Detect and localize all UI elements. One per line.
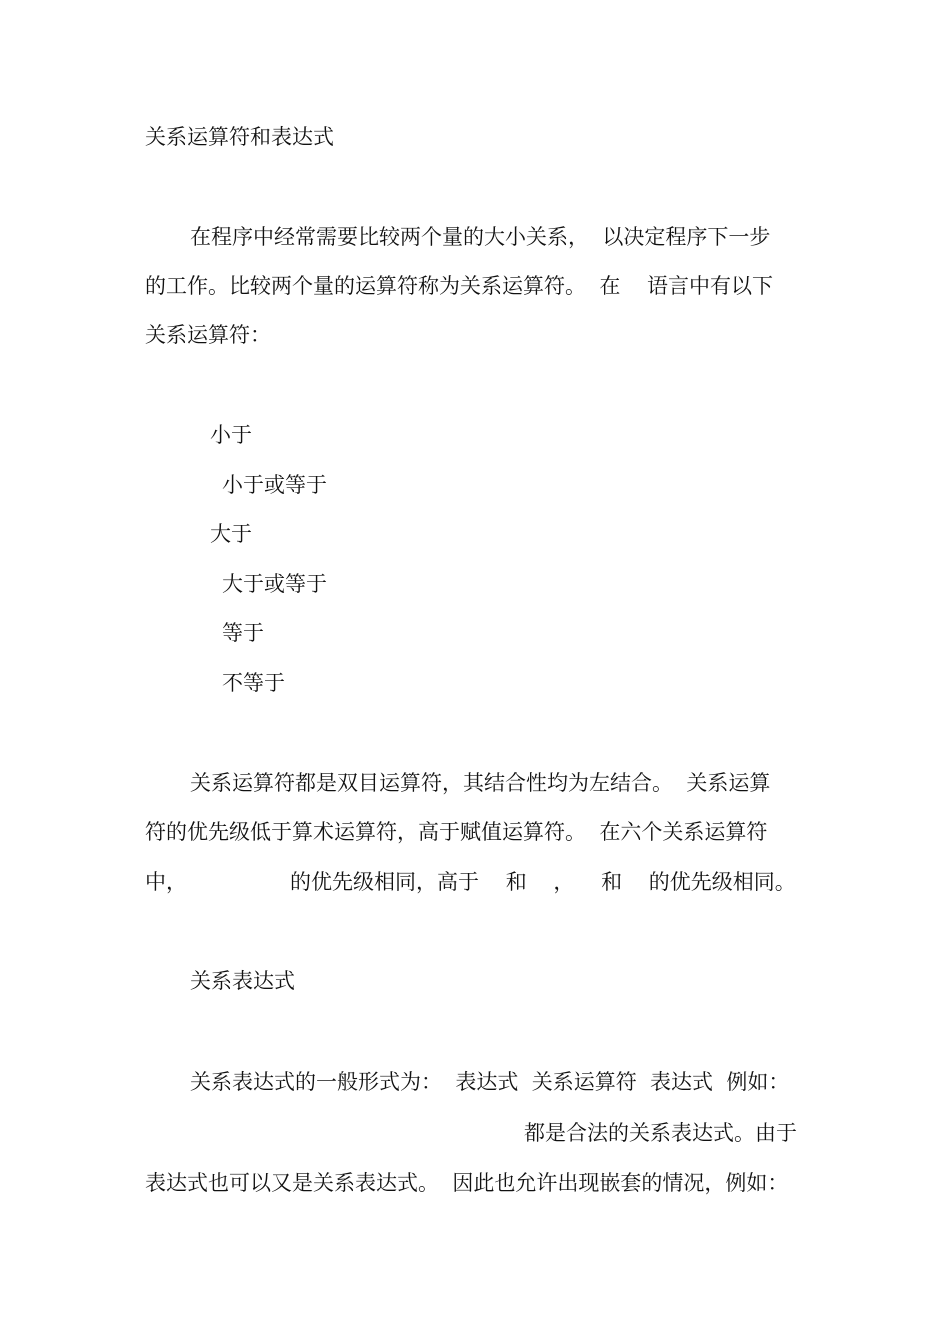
section-subtitle: 关系表达式 [190, 969, 295, 993]
expression-line-1: 关系表达式的一般形式为： 表达式 关系运算符 表达式 例如： [190, 1070, 790, 1094]
intro-line-2: 的工作。比较两个量的运算符称为关系运算符。 在 语言中有以下 [145, 274, 774, 298]
operator-less-equal: 小于或等于 [222, 473, 327, 497]
precedence-line-3-start: 中， [145, 870, 187, 894]
expression-line-2: 都是合法的关系表达式。由于 [524, 1121, 797, 1145]
precedence-line-2: 符的优先级低于算术运算符，高于赋值运算符。 在六个关系运算符 [145, 820, 768, 844]
precedence-line-1: 关系运算符都是双目运算符，其结合性均为左结合。 关系运算 [190, 771, 771, 795]
expression-line-3: 表达式也可以又是关系表达式。 因此也允许出现嵌套的情况，例如： [145, 1171, 789, 1195]
operator-not-equal: 不等于 [222, 671, 285, 695]
intro-line-1: 在程序中经常需要比较两个量的大小关系， 以决定程序下一步 [190, 225, 771, 249]
document-title: 关系运算符和表达式 [145, 125, 334, 149]
operator-equal: 等于 [222, 621, 264, 645]
operator-greater-equal: 大于或等于 [222, 572, 327, 596]
operator-greater-than: 大于 [210, 522, 252, 546]
operator-less-than: 小于 [210, 423, 252, 447]
intro-line-3: 关系运算符： [145, 323, 271, 347]
precedence-line-3-rest: 的优先级相同，高于 和 ， 和 的优先级相同。 [290, 870, 796, 894]
